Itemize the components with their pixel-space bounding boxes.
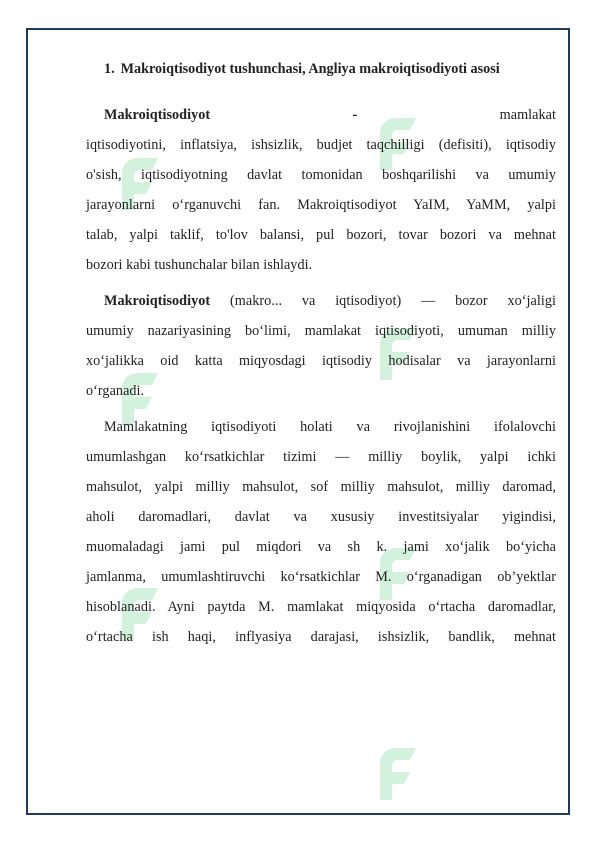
paragraph-line: xo‘jalikka oid katta miqyosdagi iqtisodiy hodisalar va jarayonlarni bbox=[86, 353, 556, 369]
section-title: Makroiqtisodiyot tushunchasi, Angliya makroiqtisodiyoti asosi bbox=[120, 61, 500, 77]
paragraph-scope bbox=[86, 286, 556, 406]
section-number: 1. bbox=[104, 61, 115, 77]
paragraph-line: o'sish, iqtisodiyotning davlat tomonidan boshqarilishi va umumiy bbox=[86, 167, 556, 183]
paragraph-line: umumiy nazariyasining bo‘limi, mamlakat iqtisodiyoti, umuman milliy bbox=[86, 323, 556, 339]
paragraph-line: talab, yalpi taklif, to'lov balansi, pul bozori, tovar bozori va mehnat bbox=[86, 227, 556, 243]
paragraph-line: aholi daromadlari, davlat va xususiy investitsiyalar yigindisi, bbox=[86, 509, 556, 525]
paragraph-line bbox=[86, 286, 556, 316]
paragraph-line: jamlanma, umumlashtiruvchi ko‘rsatkichlar M. o‘rganadigan ob’yektlar bbox=[86, 569, 556, 585]
paragraph-definition bbox=[86, 100, 556, 280]
term-bold: Makroiqtisodiyot bbox=[104, 107, 211, 123]
paragraph-line: Mamlakatning iqtisodiyoti holati va rivojlanishini ifolalovchi bbox=[104, 419, 556, 435]
paragraph-indicators bbox=[86, 412, 556, 652]
line-word: mamlakat bbox=[499, 107, 556, 123]
paragraph-line: bozori kabi tushunchalar bilan ishlaydi. bbox=[86, 257, 313, 273]
document-content bbox=[86, 58, 556, 658]
paragraph-line: mahsulot, yalpi milliy mahsulot, sof milliy mahsulot, milliy daromad, bbox=[86, 479, 556, 495]
paragraph-line: umumlashgan ko‘rsatkichlar tizimi — milliy boylik, yalpi ichki bbox=[86, 449, 556, 465]
paragraph-line: hisoblanadi. Ayni paytda M. mamlakat miqyosida o‘rtacha daromadlar, bbox=[86, 599, 556, 615]
dash: - bbox=[352, 107, 358, 123]
paragraph-line: o‘rtacha ish haqi, inflyasiya darajasi, ishsizlik, bandlik, mehnat bbox=[86, 629, 556, 645]
section-heading bbox=[104, 58, 556, 80]
paragraph-line: iqtisodiyotini, inflatsiya, ishsizlik, budjet taqchilligi (defisiti), iqtisodiy bbox=[86, 137, 556, 153]
paragraph-line: muomaladagi jami pul miqdori va sh k. jami xo‘jalik bo‘yicha bbox=[86, 539, 556, 555]
line-rest: (makro... va iqtisodiyot) — bozor xo‘jaligi bbox=[230, 293, 556, 309]
paragraph-line: o‘rganadi. bbox=[86, 383, 145, 399]
term-bold: Makroiqtisodiyot bbox=[104, 293, 211, 309]
paragraph-line bbox=[86, 100, 556, 130]
paragraph-line: jarayonlarni o‘rganuvchi fan. Makroiqtisodiyot YaIM, YaMM, yalpi bbox=[86, 197, 556, 213]
